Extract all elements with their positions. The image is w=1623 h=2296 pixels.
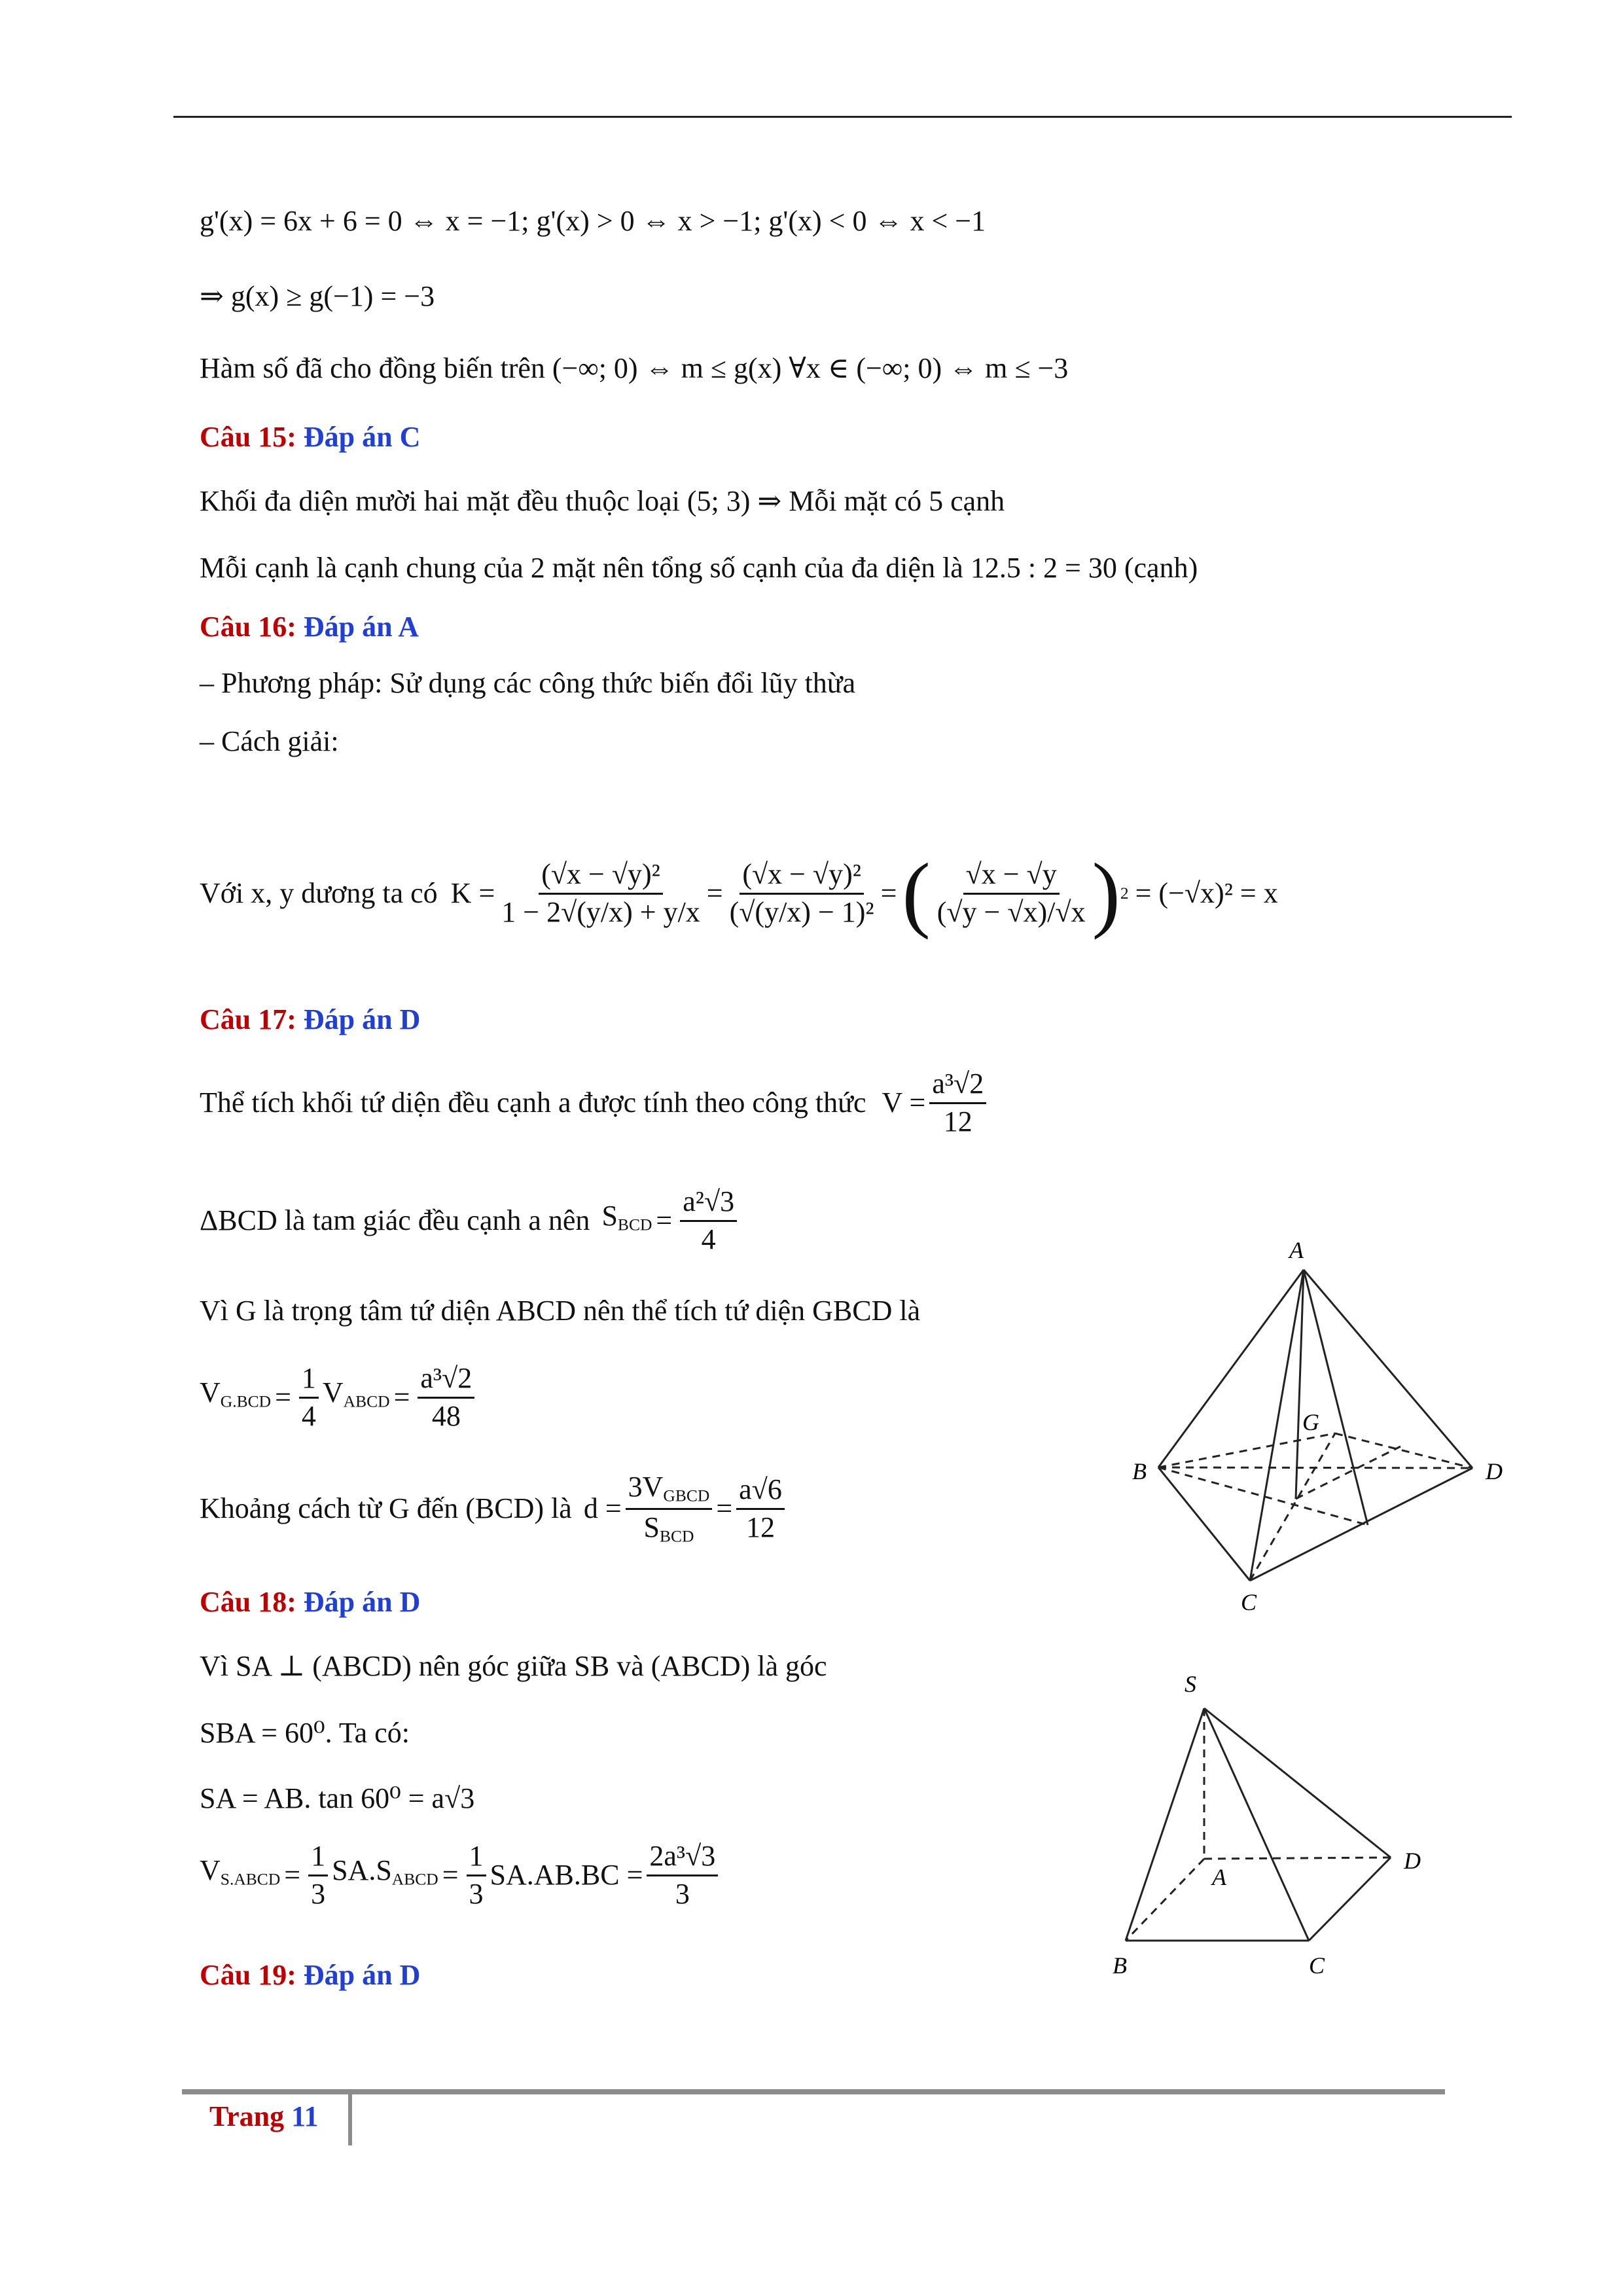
q17-line-1-text: Thể tích khối tứ diện đều cạnh a được tính theo công thức xyxy=(200,1086,866,1119)
q17-line-3: Vì G là trọng tâm tứ diện ABCD nên thể tích tứ diện GBCD là xyxy=(200,1295,921,1327)
k-lhs: K = xyxy=(450,877,495,909)
page-footer xyxy=(209,2100,319,2133)
v-frac xyxy=(929,1069,986,1136)
label-c: C xyxy=(1309,1952,1325,1979)
q17-header xyxy=(200,1001,420,1038)
intro-line-1: g'(x) = 6x + 6 = 0 ⇔ x = −1; g'(x) > 0 ⇔ x > −1; g'(x) < 0 ⇔ x < −1 xyxy=(200,205,986,237)
k-tail: = (−√x)² = x xyxy=(1135,877,1278,909)
k-frac-2 xyxy=(727,859,877,927)
q19-header xyxy=(200,1957,420,1994)
edge-cd xyxy=(1309,1857,1391,1941)
edge-ac xyxy=(1250,1270,1304,1581)
q18-header xyxy=(200,1584,420,1621)
tetrahedron-figure xyxy=(1106,1217,1531,1623)
q15-header xyxy=(200,419,420,456)
label-d: D xyxy=(1486,1458,1503,1484)
footer-label: Trang xyxy=(209,2100,285,2132)
k-frac-1 xyxy=(499,859,703,927)
label-s: S xyxy=(1185,1671,1196,1697)
v-den: 12 xyxy=(943,1105,972,1138)
v18-mid1: $SA.S_{ABCD}$ xyxy=(332,1854,438,1889)
d-frac-1: $\frac{3V_{GBCD}}{S_{BCD}}$ xyxy=(626,1472,713,1545)
d-frac-2: $\frac{a√6}{12}$ xyxy=(736,1475,785,1542)
q15-line-1: Khối đa diện mười hai mặt đều thuộc loại (5; 3) ⇒ Mỗi mặt có 5 cạnh xyxy=(200,485,1005,517)
q16-header xyxy=(200,609,419,645)
intro-line-3: Hàm số đã cho đồng biến trên (−∞; 0) ⇔ m ≤ g(x) ∀x ∈ (−∞; 0) ⇔ m ≤ −3 xyxy=(200,352,1069,384)
intro-line-2: ⇒ g(x) ≥ g(−1) = −3 xyxy=(200,280,435,312)
q17-line-4: Khoảng cách từ G đến (BCD) là d = $\frac{3V_{GBCD}}{S_{BCD}}$ = $\frac{a√6}{12}$ xyxy=(200,1473,789,1545)
k-paren-open: ( xyxy=(902,846,931,941)
footer-rule xyxy=(182,2089,1445,2094)
v18-frac-1: $\frac{1}{3}$ xyxy=(308,1841,328,1909)
label-b: B xyxy=(1113,1952,1127,1979)
label-g: G xyxy=(1302,1409,1319,1435)
edge-sc xyxy=(1204,1708,1309,1941)
k-frac-2-den: (√(y/x) − 1)² xyxy=(729,895,874,928)
q15-label: Câu 15: xyxy=(200,421,296,453)
q19-label: Câu 19: xyxy=(200,1959,296,1991)
top-rule xyxy=(173,116,1512,118)
q17-line-4-text: Khoảng cách từ G đến (BCD) là xyxy=(200,1492,572,1524)
s-frac xyxy=(680,1187,737,1254)
q18-answer: Đáp án D xyxy=(303,1586,421,1618)
v18-frac-3: $\frac{\text{2a³√3}}{3}$ xyxy=(647,1841,718,1909)
q15-line-2: Mỗi cạnh là cạnh chung của 2 mặt nên tổng số cạnh của đa diện là 12.5 : 2 = 30 (cạnh) xyxy=(200,552,1198,584)
s-lhs: $S_{BCD}$ xyxy=(601,1200,652,1234)
q16-k-formula: Với x, y dương ta có K = $\frac{\text{(√x − √y)²}}{1 - 2√(y/x) + y/x}$ = $\frac{\text{(√x − √y)²}}{\text{(√(y/x) − 1)²}}$ = ( $\frac{√x - √y}{(√y - √x)/√x}$ ) 2 = (−√x)² = x xyxy=(200,846,1278,941)
v18-lhs: $V_{S.ABCD}$ xyxy=(200,1854,281,1889)
q17-line-1 xyxy=(200,1067,990,1139)
q17-answer: Đáp án D xyxy=(303,1003,421,1035)
edge-cd xyxy=(1250,1468,1472,1581)
label-a: A xyxy=(1212,1864,1226,1890)
edge-ab-hidden xyxy=(1126,1859,1204,1941)
pyramid-figure xyxy=(1099,1656,1466,1983)
q15-answer: Đáp án C xyxy=(303,421,421,453)
k-frac-3-num: √x − √y xyxy=(963,859,1060,894)
q17-line-2: ΔBCD là tam giác đều cạnh a nên $S_{BCD}$ = $\frac{\text{a²√3}}{4}$ xyxy=(200,1185,741,1257)
dash-b-g xyxy=(1158,1433,1335,1467)
edge-ad-hidden xyxy=(1204,1857,1391,1859)
s-num: a²√3 xyxy=(680,1187,737,1221)
edge-bc xyxy=(1158,1467,1250,1581)
q17-line-2-text: ΔBCD là tam giác đều cạnh a nên xyxy=(200,1204,590,1236)
q16-answer: Đáp án A xyxy=(303,611,419,643)
vg-frac-2: $\frac{\text{a³√2}}{48}$ xyxy=(418,1363,474,1431)
label-d: D xyxy=(1404,1848,1421,1874)
v-num: a³√2 xyxy=(929,1069,986,1103)
q16-solution: – Cách giải: xyxy=(200,725,339,757)
label-b: B xyxy=(1132,1458,1147,1484)
dash-g-d xyxy=(1335,1433,1472,1468)
q18-label: Câu 18: xyxy=(200,1586,296,1618)
k-paren-close: ) xyxy=(1092,846,1120,941)
vg-lhs: $V_{G.BCD}$ xyxy=(200,1376,272,1411)
edge-sb xyxy=(1126,1708,1204,1941)
q18-line-2: SBA = 60⁰. Ta có: xyxy=(200,1717,410,1749)
label-a: A xyxy=(1289,1237,1304,1263)
k-frac-1-den: 1 − 2√(y/x) + y/x xyxy=(501,895,700,928)
q18-line-3: SA = AB. tan 60⁰ = a√3 xyxy=(200,1782,475,1814)
footer-tick xyxy=(348,2092,352,2145)
q17-vg-formula: $V_{G.BCD}$ = $\frac{1}{4}$ $V_{ABCD}$ = $\frac{\text{a³√2}}{48}$ xyxy=(200,1361,478,1433)
v18-frac-2: $\frac{1}{3}$ xyxy=(467,1841,486,1909)
q16-method: – Phương pháp: Sử dụng các công thức biến đổi lũy thừa xyxy=(200,667,856,699)
vg-frac-1: $\frac{1}{4}$ xyxy=(299,1363,319,1431)
k-prefix: Với x, y dương ta có xyxy=(200,877,438,909)
label-c: C xyxy=(1241,1589,1257,1615)
page-number: 11 xyxy=(291,2100,319,2132)
dash-b-mid xyxy=(1158,1467,1368,1525)
d-lhs: d = xyxy=(583,1492,622,1524)
s-den: 4 xyxy=(701,1223,716,1255)
q18-v-formula: $V_{S.ABCD}$ = $\frac{1}{3}$ $SA.S_{ABCD}$ = $\frac{1}{3}$ SA.AB.BC = $\frac{\text{2a³√3}}{3}$ xyxy=(200,1839,722,1911)
v18-mid2: SA.AB.BC = xyxy=(490,1859,643,1891)
k-frac-3-den: (√y − √x)/√x xyxy=(936,895,1086,928)
q17-label: Câu 17: xyxy=(200,1003,296,1035)
edge-ab xyxy=(1158,1270,1304,1467)
q18-line-1: Vì SA ⊥ (ABCD) nên góc giữa SB và (ABCD) là góc xyxy=(200,1650,827,1682)
q16-label: Câu 16: xyxy=(200,611,296,643)
edge-sd xyxy=(1204,1708,1391,1857)
k-frac-3 xyxy=(935,859,1088,927)
vg-mid: $V_{ABCD}$ xyxy=(322,1376,390,1411)
v-lhs: V = xyxy=(882,1086,926,1119)
k-frac-2-num: (√x − √y)² xyxy=(740,859,864,894)
q19-answer: Đáp án D xyxy=(303,1959,421,1991)
k-frac-1-num: (√x − √y)² xyxy=(539,859,663,894)
